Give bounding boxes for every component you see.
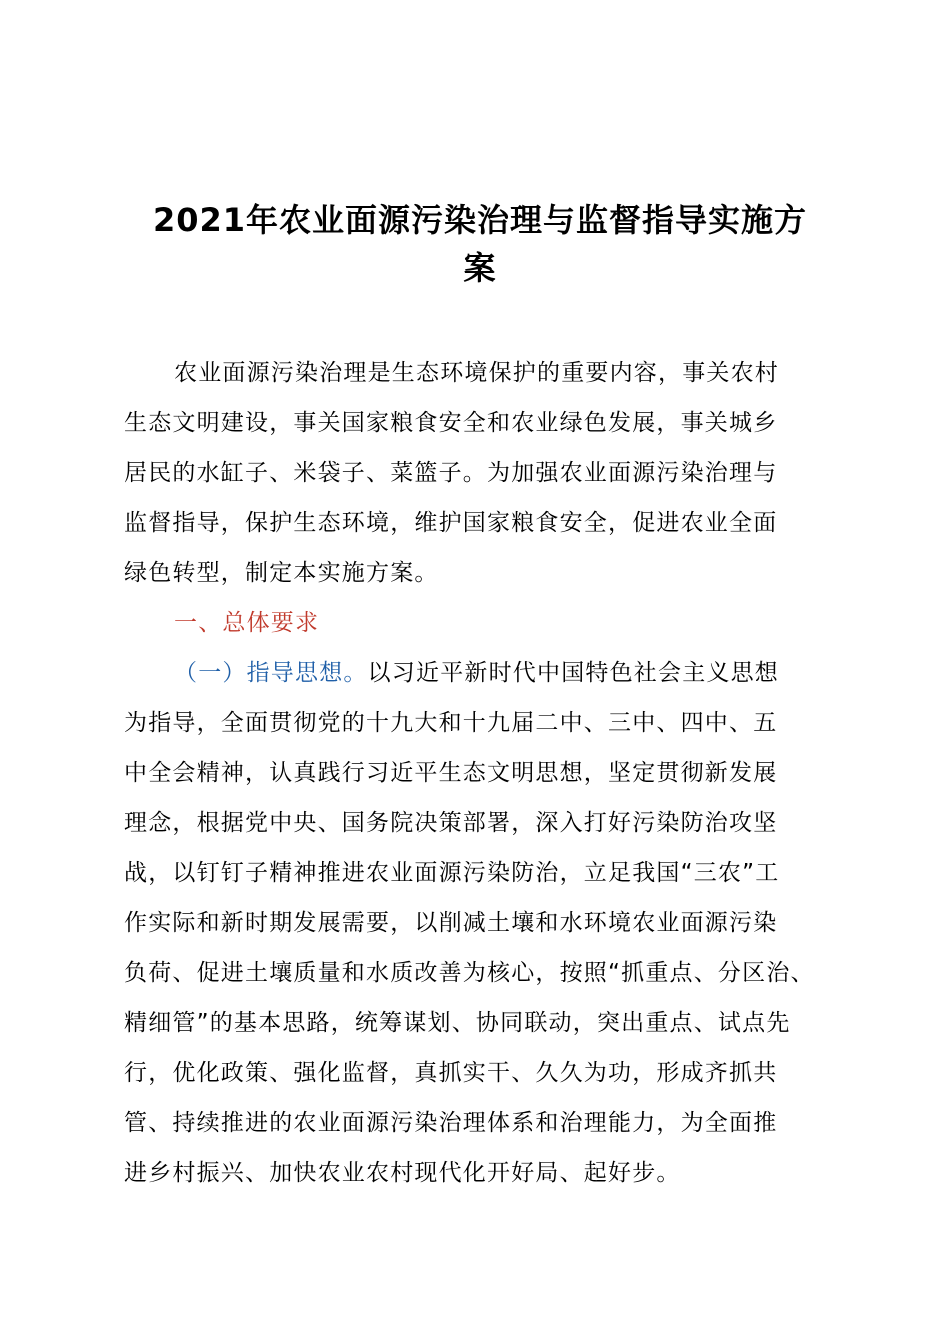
intro-line-5: 绿色转型，制定本实施方案。 — [124, 560, 439, 586]
subsection-line-4: 理念，根据党中央、国务院决策部署，深入打好污染防治攻坚 — [124, 810, 778, 836]
title-line-1: 2021年农业面源污染治理与监督指导实施方 — [152, 201, 808, 239]
subsection-line-2: 为指导，全面贯彻党的十九大和十九届二中、三中、四中、五 — [124, 710, 778, 736]
intro-line-1: 农业面源污染治理是生态环境保护的重要内容，事关农村 — [174, 360, 779, 386]
subsection-first-line-text: 以习近平新时代中国特色社会主义思想 — [367, 660, 780, 686]
section-heading-overall-requirements: 一、总体要求 — [174, 610, 320, 636]
subsection-label-guiding-ideology: （一）指导思想。 — [174, 660, 368, 686]
title-line-2: 案 — [463, 249, 497, 287]
intro-line-4: 监督指导，保护生态环境，维护国家粮食安全，促进农业全面 — [124, 510, 778, 536]
subsection-line-5: 战，以钉钉子精神推进农业面源污染防治，立足我国“三农”工 — [124, 860, 780, 886]
subsection-line-11: 进乡村振兴、加快农业农村现代化开好局、起好步。 — [124, 1160, 681, 1186]
intro-line-3: 居民的水缸子、米袋子、菜篮子。为加强农业面源污染治理与 — [124, 460, 778, 486]
subsection-line-10: 管、持续推进的农业面源污染治理体系和治理能力，为全面推 — [124, 1110, 778, 1136]
subsection-line-7: 负荷、促进土壤质量和水质改善为核心，按照“抓重点、分区治、 — [124, 960, 815, 986]
document-title — [110, 196, 850, 292]
intro-line-2: 生态文明建设，事关国家粮食安全和农业绿色发展，事关城乡 — [124, 410, 778, 436]
subsection-line-9: 行，优化政策、强化监督，真抓实干、久久为功，形成齐抓共 — [124, 1060, 778, 1086]
subsection-line-6: 作实际和新时期发展需要，以削减土壤和水环境农业面源污染 — [124, 910, 778, 936]
subsection-line-8: 精细管”的基本思路，统筹谋划、协同联动，突出重点、试点先 — [124, 1010, 791, 1036]
subsection-line-3: 中全会精神，认真践行习近平生态文明思想，坚定贯彻新发展 — [124, 760, 778, 786]
subsection-first-line — [174, 658, 779, 688]
